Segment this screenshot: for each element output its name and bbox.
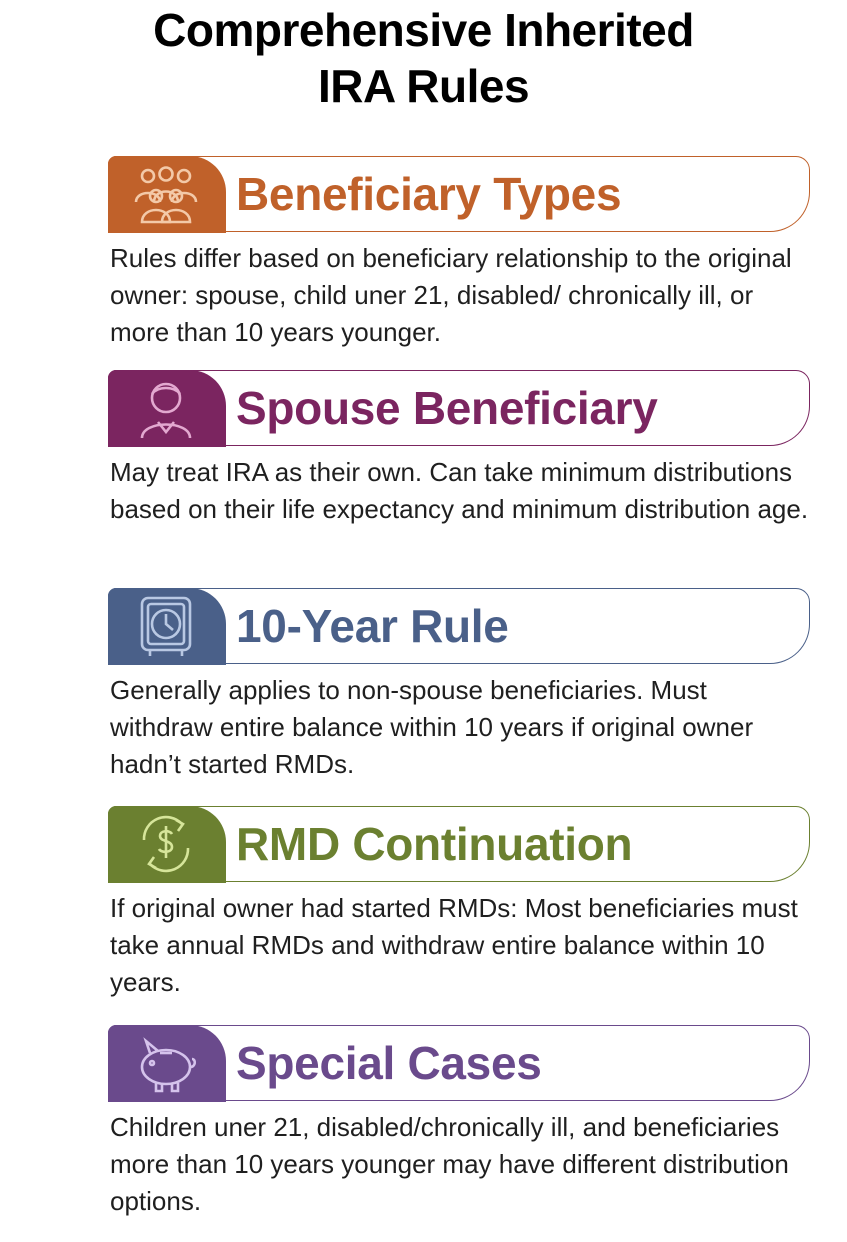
section-header [108,370,810,446]
clock-safe-icon [130,594,202,658]
section-description: May treat IRA as their own. Can take minimum distributions based on their life expectancy and minimum distribution age. [110,457,809,524]
section-rmd-continuation [108,806,812,1001]
icon-tab [108,1025,226,1102]
section-description: If original owner had started RMDs: Most beneficiaries must take annual RMDs and withdraw entire balance within 10 years. [110,893,798,997]
section-special-cases [108,1025,812,1220]
people-group-icon [130,162,202,226]
page-title [0,2,847,114]
section-spouse-beneficiary [108,370,812,528]
section-header [108,588,810,664]
icon-tab [108,588,226,665]
section-title: Special Cases [236,1037,542,1089]
section-description: Children uner 21, disabled/chronically ill, and beneficiaries more than 10 years younger may have different distribution options. [110,1112,789,1216]
dollar-cycle-icon [130,812,202,876]
icon-tab [108,370,226,447]
section-title: Spouse Beneficiary [236,382,658,434]
section-description: Generally applies to non-spouse beneficiaries. Must withdraw entire balance within 10 years if original owner hadn’t started RMDs. [110,675,754,779]
page-title-line-1: Comprehensive Inherited [153,4,694,56]
section-header [108,1025,810,1101]
section-description: Rules differ based on beneficiary relationship to the original owner: spouse, child uner 21, disabled/ chronically ill, or more than 10 years younger. [110,243,792,347]
section-10-year-rule [108,588,812,783]
section-header [108,156,810,232]
section-header [108,806,810,882]
section-title: RMD Continuation [236,818,633,870]
section-beneficiary-types [108,156,812,351]
icon-tab [108,806,226,883]
icon-tab [108,156,226,233]
page-title-line-2: IRA Rules [317,60,530,112]
section-title: Beneficiary Types [236,168,622,220]
piggy-bank-icon [130,1031,202,1095]
person-icon [130,376,202,440]
section-title: 10-Year Rule [236,600,509,652]
